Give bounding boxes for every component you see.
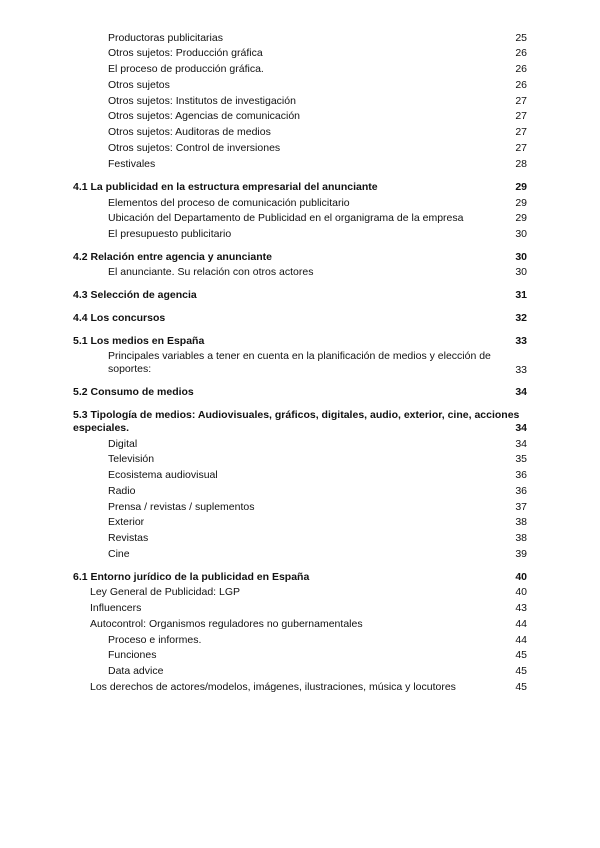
toc-entry-page: 26: [515, 63, 527, 75]
toc-entry-page: 27: [515, 110, 527, 122]
toc-entry-page: 38: [515, 516, 527, 528]
toc-entry-title: El proceso de producción gráfica.: [108, 63, 264, 75]
toc-entry-title: Proceso e informes.: [108, 634, 202, 646]
toc-entry-title: Televisión: [108, 453, 155, 465]
toc-entry-title: Ley General de Publicidad: LGP: [90, 586, 241, 598]
toc-entry-page: 27: [515, 95, 527, 107]
toc-entry-title: 4.4 Los concursos: [73, 312, 166, 324]
toc-entry-page: 26: [515, 79, 527, 91]
toc-entry-page: 45: [515, 649, 527, 661]
toc-entry-page: 30: [515, 266, 527, 278]
toc-entry-title: 5.3 Tipología de medios: Audiovisuales, gráficos, digitales, audio, exterior, cine, acciones especiales.: [73, 409, 520, 434]
toc-entry[interactable]: [0, 350, 600, 377]
toc-entry-page: 44: [515, 634, 527, 646]
toc-entry-title: Principales variables a tener en cuenta en la planificación de medios y elección de soportes:: [108, 350, 491, 375]
toc-entry-title: Prensa / revistas / suplementos: [108, 501, 255, 513]
toc-entry-title: El anunciante. Su relación con otros actores: [108, 266, 314, 278]
toc-entry-page: 34: [515, 422, 527, 434]
toc-entry-title: Funciones: [108, 649, 157, 661]
toc-entry-page: 43: [515, 602, 527, 614]
toc-entry-page: 40: [515, 571, 527, 583]
toc-entry-page: 34: [515, 386, 527, 398]
toc-entry-title: Otros sujetos: Agencias de comunicación: [108, 110, 301, 122]
toc-entry-title: 6.1 Entorno jurídico de la publicidad en España: [73, 571, 310, 583]
toc-entry-title: 4.3 Selección de agencia: [73, 289, 197, 301]
toc-entry-page: 29: [515, 212, 527, 224]
toc-entry-title: Digital: [108, 438, 138, 450]
toc-entry-title: Ubicación del Departamento de Publicidad en el organigrama de la empresa: [108, 212, 464, 224]
toc-entry-page: 40: [515, 586, 527, 598]
toc-entry-page: 36: [515, 469, 527, 481]
toc-entry-title: Productoras publicitarias: [108, 32, 223, 44]
toc-entry-page: 45: [515, 681, 527, 693]
toc-entry-title: 4.2 Relación entre agencia y anunciante: [73, 251, 272, 263]
toc-entry-title: Otros sujetos: Auditoras de medios: [108, 126, 271, 138]
toc-entry-page: 29: [515, 181, 527, 193]
toc-entry-page: 38: [515, 532, 527, 544]
toc-entry-page: 33: [515, 364, 527, 376]
toc-entry-title: Radio: [108, 485, 136, 497]
toc-entry-title: Festivales: [108, 158, 156, 170]
toc-entry-title: Elementos del proceso de comunicación publicitario: [108, 197, 350, 209]
toc-entry-page: 25: [515, 32, 527, 44]
toc-entry-title: Autocontrol: Organismos reguladores no gubernamentales: [90, 618, 363, 630]
toc-entry-page: 31: [515, 289, 527, 301]
toc-entry-title: Otros sujetos: Control de inversiones: [108, 142, 281, 154]
toc-entry-title: Exterior: [108, 516, 145, 528]
toc-entry-title: Revistas: [108, 532, 149, 544]
toc-section-heading[interactable]: [0, 409, 600, 435]
toc-entry-title: Ecosistema audiovisual: [108, 469, 218, 481]
toc-entry-title: 4.1 La publicidad en la estructura empresarial del anunciante: [73, 181, 378, 193]
toc-entry-page: 32: [515, 312, 527, 324]
toc-entry-title: Otros sujetos: [108, 79, 170, 91]
toc-entry-page: 27: [515, 126, 527, 138]
toc-entry-title: 5.2 Consumo de medios: [73, 386, 194, 398]
toc-entry-title: Los derechos de actores/modelos, imágenes, ilustraciones, música y locutores: [90, 681, 456, 693]
toc-entry-page: 44: [515, 618, 527, 630]
toc-entry-title: 5.1 Los medios en España: [73, 335, 205, 347]
toc-entry-page: 26: [515, 47, 527, 59]
toc-entry-page: 30: [515, 251, 527, 263]
toc-entry-title: Data advice: [108, 665, 164, 677]
toc-entry-page: 30: [515, 228, 527, 240]
toc-entry-page: 35: [515, 453, 527, 465]
toc-entry-page: 36: [515, 485, 527, 497]
toc-entry-page: 39: [515, 548, 527, 560]
toc-entry-page: 34: [515, 438, 527, 450]
toc-entry-title: El presupuesto publicitario: [108, 228, 232, 240]
toc-entry-page: 29: [515, 197, 527, 209]
toc-entry-page: 45: [515, 665, 527, 677]
toc-entry-title: Otros sujetos: Producción gráfica: [108, 47, 263, 59]
toc-entry-page: 27: [515, 142, 527, 154]
toc-entry-page: 28: [515, 158, 527, 170]
toc-entry-page: 37: [515, 501, 527, 513]
toc-entry-title: Influencers: [90, 602, 142, 614]
toc-entry-title: Otros sujetos: Institutos de investigación: [108, 95, 296, 107]
toc-entry-page: 33: [515, 335, 527, 347]
toc-entry-title: Cine: [108, 548, 130, 560]
